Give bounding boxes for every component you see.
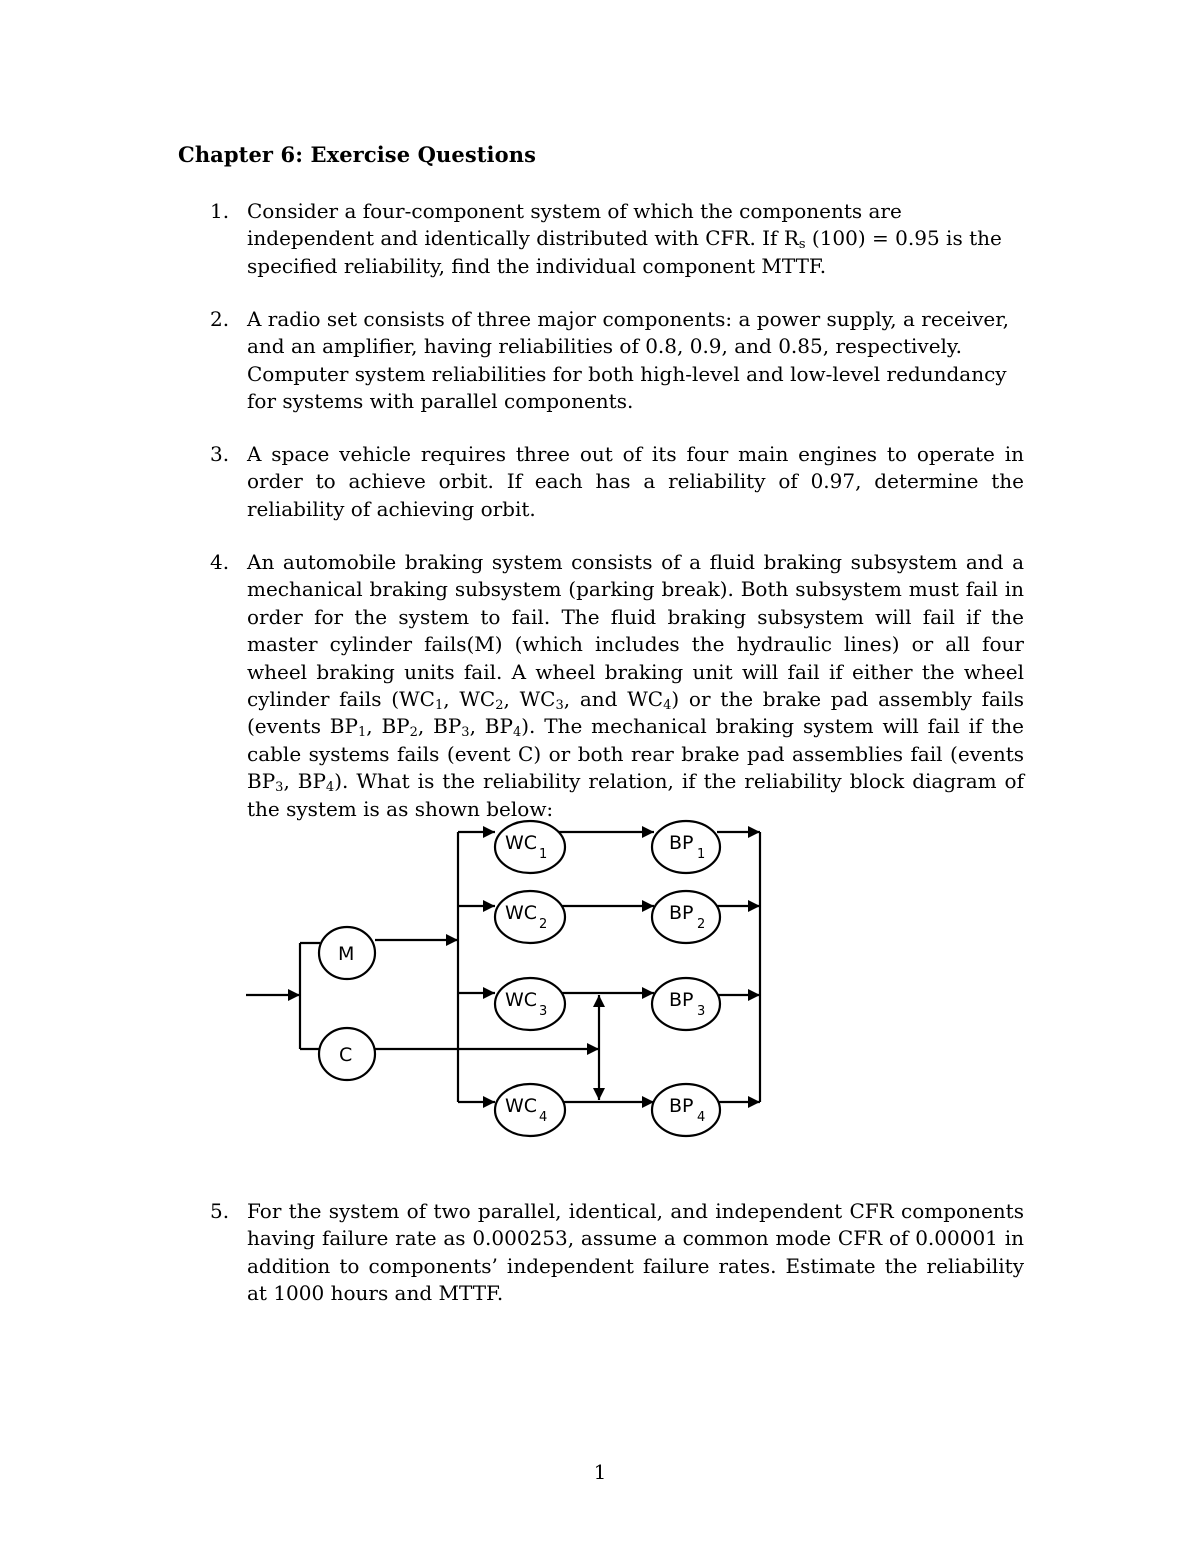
label-wc2: WC <box>505 902 538 924</box>
question-text: For the system of two parallel, identical, and independent CFR components having failure rate as 0.000253, assume a common mode CFR of 0.00001 in addition to components’ independent failure rates. Estimate the reliability at 1000 hours and MTTF. <box>247 1199 1024 1306</box>
question-number: 4. <box>210 550 230 574</box>
question-number: 5. <box>210 1199 230 1223</box>
label-bp2: BP <box>669 902 694 924</box>
question-text: An automobile braking system consists of a fluid braking subsystem and a mechanical braking subsystem (parking break). Both subsystem must fail in order for the system to fail. The fluid braking subsystem will fail if the master cylinder fails(M) (which includes the hydraulic lines) or all four wheel braking units fail. A wheel braking unit will fail if either the wheel cylinder fails ($WC_1$, $WC_2$, $WC_3$, and $WC_4$) or the brake pad assembly fails (events $BP_1$, $BP_2$, $BP_3$, $BP_4$). The mechanical braking system will fail if the cable systems fails (event C) or both rear brake pad assemblies fail (events $BP_3$, $BP_4$). What is the reliability relation, if the reliability block diagram of the system is as shown below: <box>247 550 1025 821</box>
label-wc4-sub: 4 <box>539 1110 548 1125</box>
label-bp1-sub: 1 <box>697 847 706 862</box>
label-bp3: BP <box>669 989 694 1011</box>
question-text: Consider a four-component system of which the components are independent and identically distributed with CFR. If $R_s$ (100) = 0.95 is the specified reliability, find the individual component MTTF. <box>247 199 1002 278</box>
label-wc3: WC <box>505 989 538 1011</box>
label-bp4-sub: 4 <box>697 1110 706 1125</box>
question-5 <box>178 1198 1024 1308</box>
question-number: 1. <box>210 199 230 223</box>
label-wc1: WC <box>505 832 538 854</box>
label-wc4: WC <box>505 1095 538 1117</box>
label-wc2-sub: 2 <box>539 917 548 932</box>
label-wc1-sub: 1 <box>539 847 548 862</box>
page-number: 1 <box>593 1460 607 1484</box>
question-text: A radio set consists of three major components: a power supply, a receiver, and an amplifier, having reliabilities of 0.8, 0.9, and 0.85, respectively. Computer system reliabilities for both high-level and low-level redundancy for systems with parallel components. <box>247 307 1009 414</box>
label-c: C <box>339 1044 353 1066</box>
question-text: A space vehicle requires three out of its four main engines to operate in order to achieve orbit. If each has a reliability of 0.97, determine the reliability of achieving orbit. <box>247 442 1024 521</box>
label-bp2-sub: 2 <box>697 917 706 932</box>
question-number: 2. <box>210 307 230 331</box>
label-m: M <box>338 943 355 965</box>
page-title: Chapter 6: Exercise Questions <box>178 142 537 167</box>
question-number: 3. <box>210 442 230 466</box>
label-bp1: BP <box>669 832 694 854</box>
label-wc3-sub: 3 <box>539 1004 548 1019</box>
label-bp3-sub: 3 <box>697 1004 706 1019</box>
label-bp4: BP <box>669 1095 694 1117</box>
